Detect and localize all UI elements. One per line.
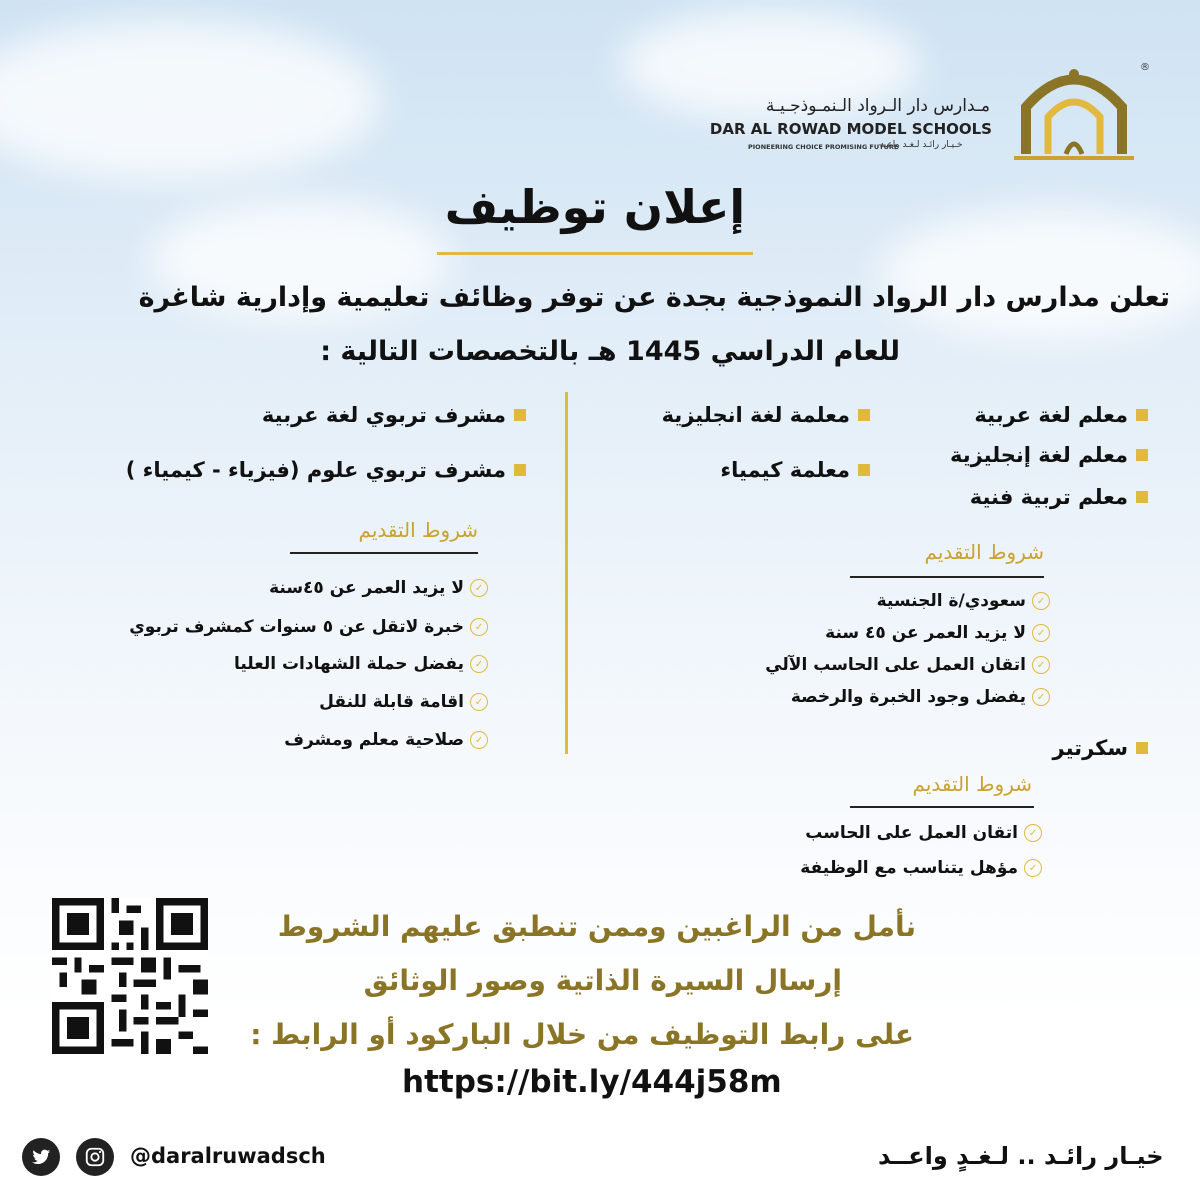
- check-circle-icon: ✓: [1032, 592, 1050, 610]
- bullet-square: [514, 409, 526, 421]
- condition-item: ✓ يفضل وجود الخبرة والرخصة: [791, 687, 1050, 707]
- condition-item: ✓ اقامة قابلة للنقل: [319, 692, 488, 712]
- conditions-heading: شروط التقديم: [924, 540, 1044, 564]
- column-divider: [565, 392, 568, 754]
- social-handle[interactable]: @daralruwadsch: [130, 1144, 326, 1168]
- bullet-square: [858, 409, 870, 421]
- conditions-heading: شروط التقديم: [912, 772, 1032, 796]
- cloud: [880, 210, 1200, 340]
- logo-tagline-en: PIONEERING CHOICE PROMISING FUTURE: [748, 143, 899, 151]
- twitter-icon[interactable]: [22, 1138, 60, 1176]
- bullet-square: [1136, 409, 1148, 421]
- check-circle-icon: ✓: [1024, 824, 1042, 842]
- job-item: معلم لغة عربية: [974, 403, 1148, 427]
- job-item: معلمة لغة انجليزية: [662, 403, 870, 427]
- condition-item: ✓ صلاحية معلم ومشرف: [284, 730, 488, 750]
- heading-underline: [290, 552, 478, 554]
- condition-item: ✓ مؤهل يتناسب مع الوظيفة: [800, 858, 1042, 878]
- heading-underline: [850, 806, 1034, 808]
- check-circle-icon: ✓: [470, 579, 488, 597]
- condition-item: ✓ يفضل حملة الشهادات العليا: [234, 654, 488, 674]
- check-circle-icon: ✓: [1032, 656, 1050, 674]
- check-circle-icon: ✓: [1024, 859, 1042, 877]
- intro-line-2: للعام الدراسي 1445 هـ بالتخصصات التالية :: [320, 336, 900, 367]
- job-item: معلم تربية فنية: [970, 485, 1148, 509]
- apply-text-line-1: نأمل من الراغبين وممن تنطبق عليهم الشروط: [277, 910, 916, 943]
- bullet-square: [1136, 449, 1148, 461]
- apply-text-line-2: إرسال السيرة الذاتية وصور الوثائق: [363, 964, 842, 997]
- job-item: معلمة كيمياء: [720, 458, 870, 482]
- condition-item: ✓ خبرة لاتقل عن ٥ سنوات كمشرف تربوي: [129, 617, 488, 637]
- bullet-square: [1136, 491, 1148, 503]
- apply-link[interactable]: https://bit.ly/444j58m: [402, 1064, 782, 1100]
- logo-emblem: [1008, 62, 1140, 162]
- condition-item: ✓ اتقان العمل على الحاسب الآلي: [765, 655, 1050, 675]
- condition-item: ✓ اتقان العمل على الحاسب: [805, 823, 1042, 843]
- check-circle-icon: ✓: [470, 731, 488, 749]
- job-item: معلم لغة إنجليزية: [950, 443, 1148, 467]
- check-circle-icon: ✓: [1032, 624, 1050, 642]
- condition-item: ✓ سعودي/ة الجنسية: [877, 591, 1050, 611]
- logo-english-name: DAR AL ROWAD MODEL SCHOOLS: [709, 120, 992, 138]
- job-item: مشرف تربوي لغة عربية: [262, 403, 526, 427]
- condition-item: ✓ لا يزيد العمر عن ٤٥ سنة: [825, 623, 1050, 643]
- qr-code[interactable]: [52, 898, 208, 1054]
- bullet-square: [1136, 742, 1148, 754]
- footer-slogan: خيـار رائـد .. لـغـدٍ واعــد: [878, 1142, 1164, 1170]
- job-item-secretary: سكرتير: [1053, 736, 1148, 760]
- registered-mark: ®: [1140, 62, 1150, 73]
- instagram-icon[interactable]: [76, 1138, 114, 1176]
- logo-tagline-ar: خـيـار رائـد لـغـد واعـد: [880, 140, 963, 150]
- heading-underline: [850, 576, 1044, 578]
- logo-arabic-name: مـدارس دار الـرواد الـنمـوذجـيـة: [765, 96, 990, 116]
- conditions-heading: شروط التقديم: [358, 518, 478, 542]
- job-item: مشرف تربوي علوم (فيزياء - كيمياء ): [126, 458, 526, 482]
- bullet-square: [858, 464, 870, 476]
- check-circle-icon: ✓: [470, 618, 488, 636]
- apply-text-line-3: على رابط التوظيف من خلال الباركود أو الرابط :: [250, 1018, 914, 1051]
- cloud: [0, 20, 380, 180]
- check-circle-icon: ✓: [470, 655, 488, 673]
- bullet-square: [514, 464, 526, 476]
- check-circle-icon: ✓: [1032, 688, 1050, 706]
- intro-line-1: تعلن مدارس دار الرواد النموذجية بجدة عن توفر وظائف تعليمية وإدارية شاغرة: [138, 282, 1170, 313]
- title-underline: [437, 252, 753, 255]
- check-circle-icon: ✓: [470, 693, 488, 711]
- condition-item: ✓ لا يزيد العمر عن ٤٥سنة: [269, 578, 488, 598]
- page-title: إعلان توظيف: [444, 180, 746, 234]
